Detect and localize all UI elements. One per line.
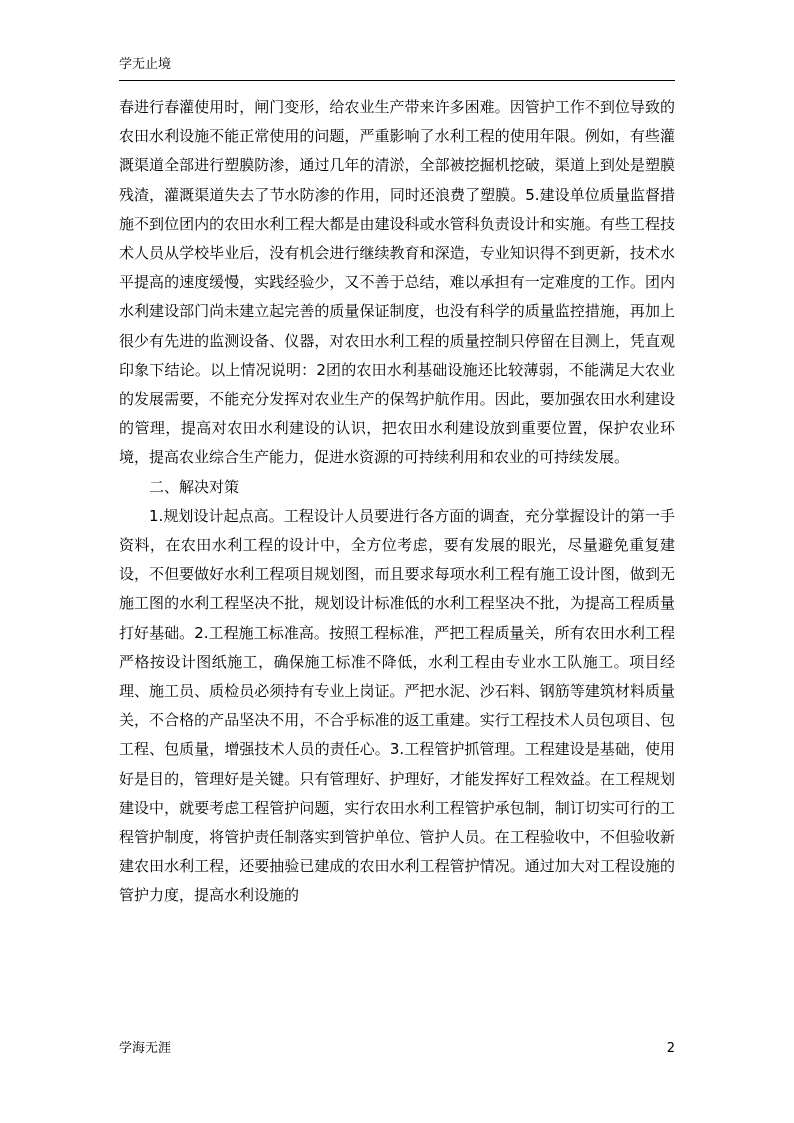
section-heading: 二、解决对策 <box>149 477 240 496</box>
document-body <box>119 93 675 911</box>
header-divider <box>119 80 675 81</box>
paragraph-continuation: 春进行春灌使用时，闸门变形，给农业生产带来许多困难。因管护工作不到位导致的农田水利设施不能正常使用的问题，严重影响了水利工程的使用年限。例如，有些灌溉渠道全部进行塑膜防渗，通过几年的清淤，全部被挖掘机挖破，渠道上到处是塑膜残渣，灌溉渠道失去了节水防渗的作用，同时还浪费了塑膜。5.建设单位质量监督措施不到位团内的农田水利工程大都是由建设科或水管科负责设计和实施。有些工程技术人员从学校毕业后，没有机会进行继续教育和深造，专业知识得不到更新，技术水平提高的速度缓慢，实践经验少，又不善于总结，难以承担有一定难度的工作。团内水利建设部门尚未建立起完善的质量保证制度，也没有科学的质量监控措施，再加上很少有先进的监测设备、仪器，对农田水利工程的质量控制只停留在目测上，凭直观印象下结论。以上情况说明：2团的农田水利基础设施还比较薄弱，不能满足大农业的发展需要，不能充分发挥对农业生产的保驾护航作用。因此，要加强农田水利建设的管理，提高对农田水利建设的认识，把农田水利建设放到重要位置，保护农业环境，提高农业综合生产能力，促进水资源的可持续利用和农业的可持续发展。 <box>119 98 675 467</box>
paragraph-solutions: 1.规划设计起点高。工程设计人员要进行各方面的调查，充分掌握设计的第一手资料，在农田水利工程的设计中，全方位考虑，要有发展的眼光，尽量避免重复建设，不但要做好水利工程项目规划图，而且要求每项水利工程有施工设计图，做到无施工图的水利工程坚决不批，规划设计标准低的水利工程坚决不批，为提高工程质量打好基础。2.工程施工标准高。按照工程标准，严把工程质量关，所有农田水利工程严格按设计图纸施工，确保施工标准不降低，水利工程由专业水工队施工。项目经理、施工员、质检员必须持有专业上岗证。严把水泥、沙石料、钢筋等建筑材料质量关，不合格的产品坚决不用，不合乎标准的返工重建。实行工程技术人员包项目、包工程、包质量，增强技术人员的责任心。3.工程管护抓管理。工程建设是基础，使用好是目的，管理好是关键。只有管理好、护理好，才能发挥好工程效益。在工程规划建设中，就要考虑工程管护问题，实行农田水利工程管护承包制，制订切实可行的工程管护制度，将管护责任制落实到管护单位、管护人员。在工程验收中，不但验收新建农田水利工程，还要抽验已建成的农田水利工程管护情况。通过加大对工程设施的管护力度，提高水利设施的 <box>119 506 675 905</box>
page-footer-text: 学海无涯 <box>119 1041 172 1056</box>
page-header-title: 学无止境 <box>119 57 172 72</box>
page-number: 2 <box>666 1041 675 1056</box>
